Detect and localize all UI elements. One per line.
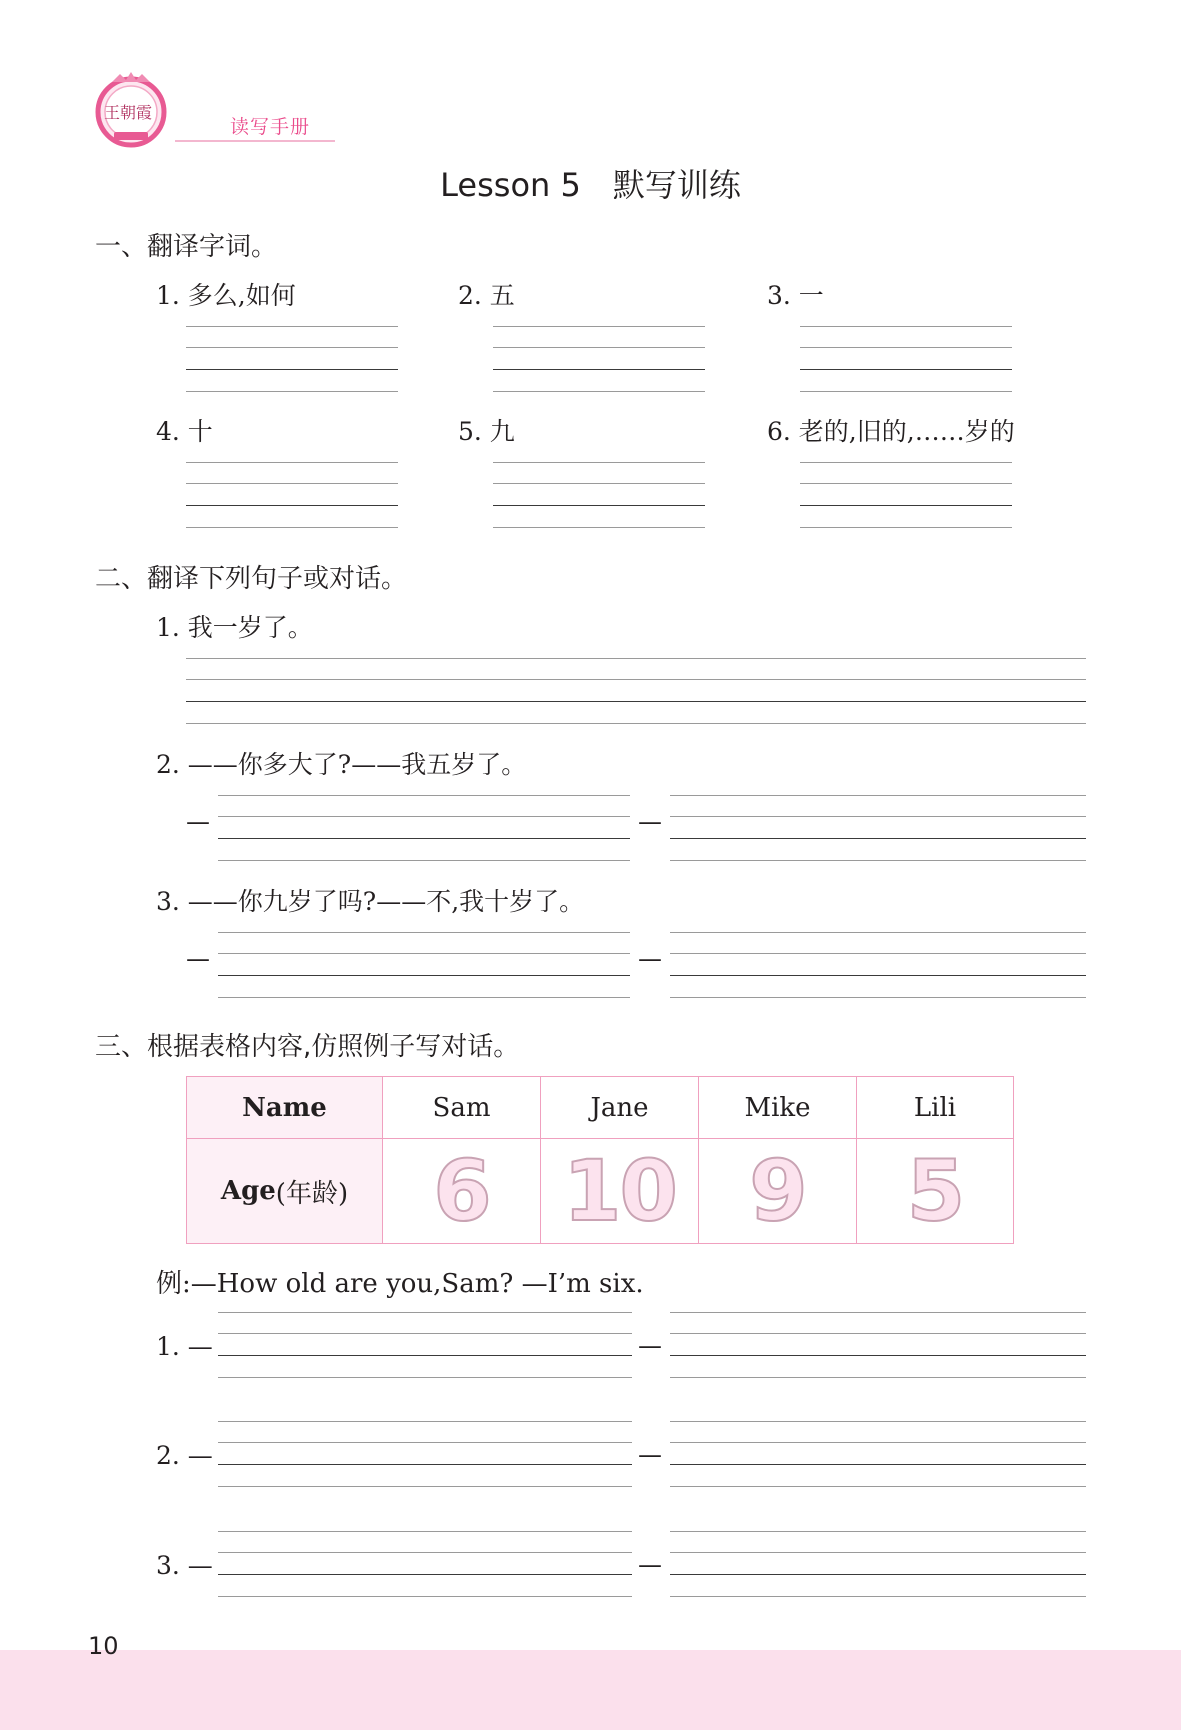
footer-band [0,1650,1181,1730]
s2-dash-3a: — [186,945,210,973]
s3-line-label-3: 3. — [156,1551,213,1580]
lesson-topic: 默写训练 [612,166,741,204]
table-age-lili [857,1139,1013,1243]
s3-dash-3: — [638,1551,662,1579]
section-2-heading: 二、翻译下列句子或对话。 [95,564,408,594]
s2-dash-3b: — [638,945,662,973]
table-header-age-cn: (年龄) [275,1178,349,1209]
s3-dash-1: — [638,1332,662,1360]
table-age-mike [699,1139,857,1243]
s2-item-3: 3. ——你九岁了吗?——不,我十岁了。 [156,887,585,916]
age-number: 10 [563,1142,676,1240]
age-number: 6 [433,1142,490,1240]
s1-item-1: 1. 多么,如何 [156,281,296,310]
page-number: 10 [88,1632,119,1660]
section-1-heading: 一、翻译字词。 [95,232,278,262]
table-header-name: Name [187,1077,383,1139]
s1-item-3: 3. 一 [767,281,824,310]
table-age-jane [541,1139,699,1243]
table-name-mike: Mike [699,1077,857,1139]
s2-item-1: 1. 我一岁了。 [156,613,313,642]
brand-logo-text: 王朝霞 [104,103,153,122]
s1-item-6: 6. 老的,旧的,……岁的 [767,417,1015,446]
table-header-age-en: Age [220,1176,276,1206]
s2-item-2: 2. ——你多大了?——我五岁了。 [156,750,527,779]
s1-item-2: 2. 五 [458,281,515,310]
page-title [0,160,1181,206]
s1-item-5: 5. 九 [458,417,515,446]
s3-dash-2: — [638,1441,662,1469]
age-number: 9 [749,1142,806,1240]
header-rule [175,140,335,142]
s1-item-4: 4. 十 [156,417,213,446]
age-number: 5 [906,1142,964,1240]
section-3-heading: 三、根据表格内容,仿照例子写对话。 [95,1032,520,1062]
lesson-label: Lesson 5 [440,166,581,204]
s3-line-label-1: 1. — [156,1332,213,1361]
s2-dash-2b: — [638,808,662,836]
table-name-lili: Lili [857,1077,1013,1139]
header-subtitle: 读写手册 [230,116,311,138]
table-name-jane: Jane [541,1077,699,1139]
s2-dash-2a: — [186,808,210,836]
age-table [186,1076,1014,1244]
s3-line-label-2: 2. — [156,1441,213,1470]
example-dialogue: 例:—How old are you,Sam? —I’m six. [156,1269,644,1299]
table-header-age [187,1139,383,1243]
table-age-sam [383,1139,541,1243]
table-name-sam: Sam [383,1077,541,1139]
